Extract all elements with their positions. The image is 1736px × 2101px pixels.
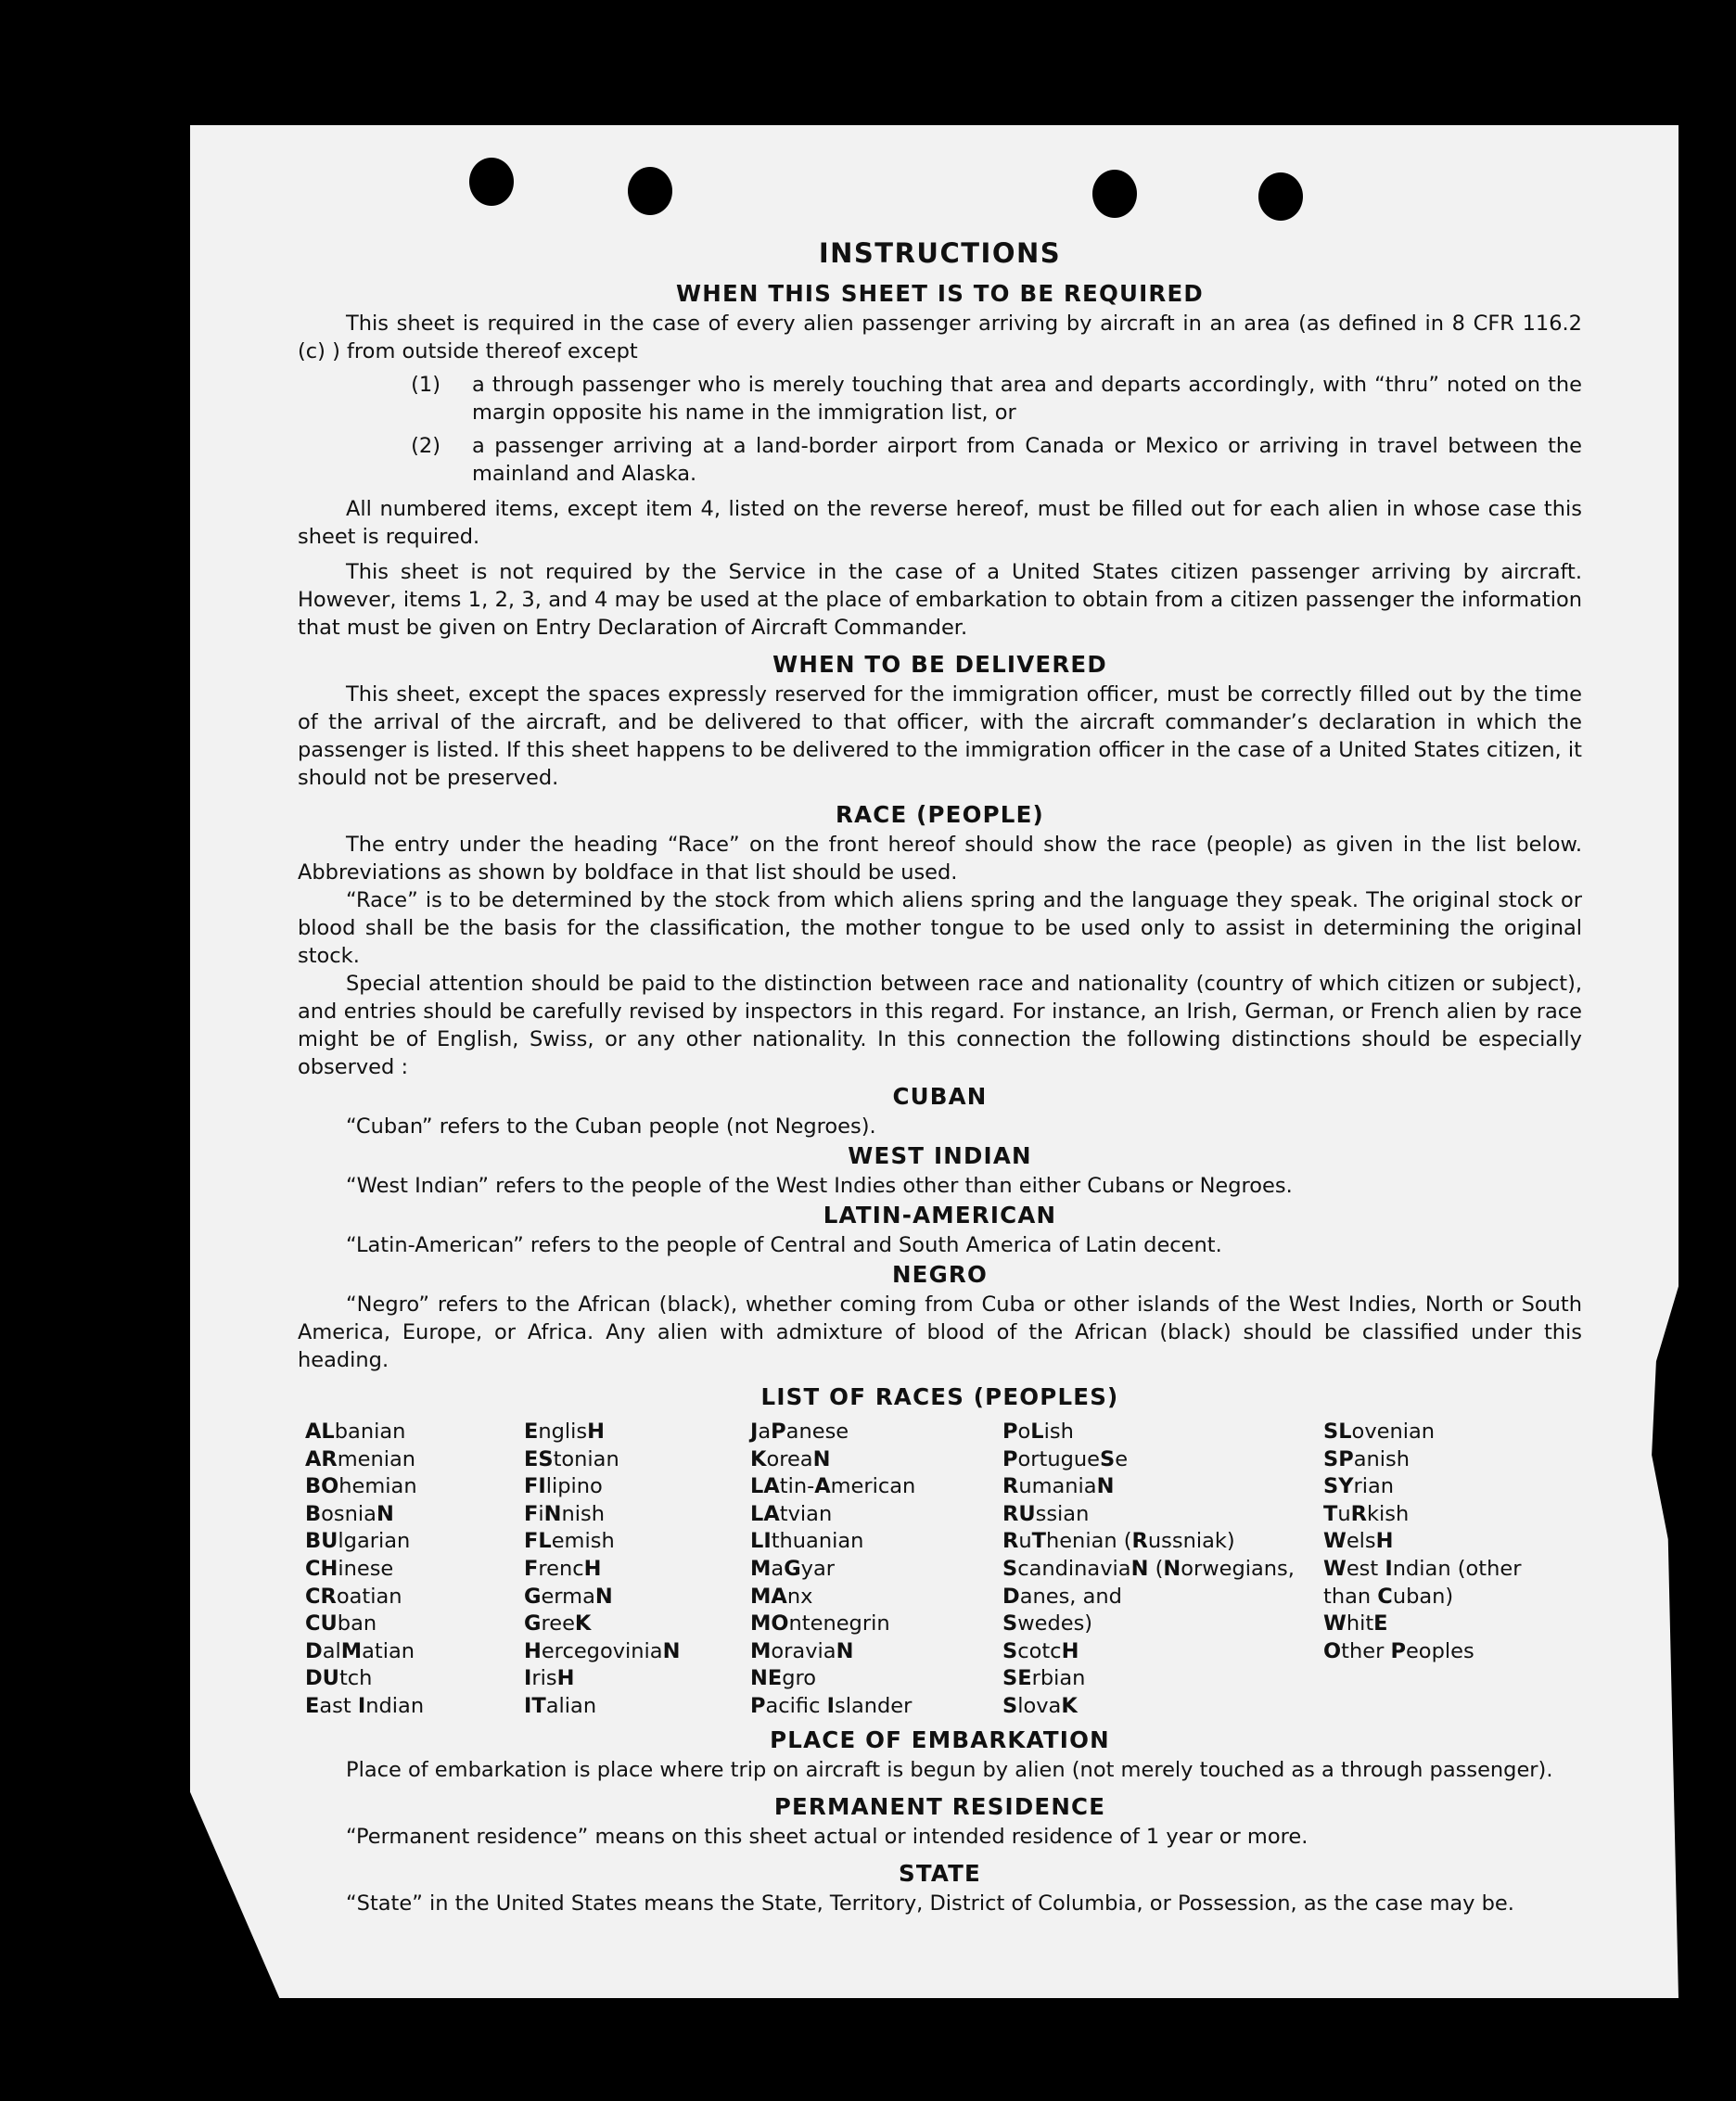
race-entry: JaPanese xyxy=(750,1420,849,1444)
race-entry: GermaN xyxy=(524,1584,613,1609)
section-heading: WHEN TO BE DELIVERED xyxy=(772,651,1107,678)
race-entry: ScandinaviaN (Norwegians, xyxy=(1002,1556,1295,1581)
list-item xyxy=(298,432,1582,488)
race-entry: CUban xyxy=(305,1611,377,1636)
race-column xyxy=(305,1419,524,1721)
race-entry: RumaniaN xyxy=(1002,1474,1115,1499)
item-number: (1) xyxy=(411,373,440,397)
race-entry: PoLish xyxy=(1002,1420,1074,1444)
section-heading: WEST INDIAN xyxy=(848,1142,1032,1169)
race-entry: BUlgarian xyxy=(305,1529,411,1554)
race-entry: WhitE xyxy=(1323,1611,1388,1636)
race-entry: ALbanian xyxy=(305,1420,406,1444)
paragraph: “Permanent residence” means on this sheet actual or intended residence of 1 year or more. xyxy=(346,1824,1308,1849)
race-entry: DUtch xyxy=(305,1666,373,1691)
item-text: a through passenger who is merely touching that area and departs accordingly, with “thru” noted on the margin opposite his name in the immigration list, or xyxy=(472,373,1582,425)
punch-hole xyxy=(1258,172,1303,221)
race-entry: SLovenian xyxy=(1323,1420,1436,1444)
race-entry: ARmenian xyxy=(305,1446,416,1471)
race-entry: MaGyar xyxy=(750,1556,836,1581)
race-entry: RUssian xyxy=(1002,1501,1090,1526)
race-entry: BOhemian xyxy=(305,1474,417,1499)
section-heading: CUBAN xyxy=(892,1083,988,1110)
race-entry: FIlipino xyxy=(524,1474,603,1499)
instructions-content xyxy=(298,239,1582,1917)
race-column xyxy=(1002,1419,1323,1721)
race-entry: LAtin-American xyxy=(750,1474,916,1499)
race-entry: SErbian xyxy=(1002,1666,1086,1691)
race-entry: DalMatian xyxy=(305,1638,415,1663)
race-entry: Swedes) xyxy=(1002,1611,1093,1636)
race-entry: FrencH xyxy=(524,1556,602,1581)
paragraph: Special attention should be paid to the distinction between race and nationality (country of which citizen or subject), and entries should be carefully revised by inspectors in this regard. For instance, an Irish, German, or French alien by race might be of English, Swiss, or any other nationality. In this connection the following distinctions should be especially observed : xyxy=(298,972,1582,1079)
race-entry: PortugueSe xyxy=(1002,1446,1129,1471)
paragraph: “Race” is to be determined by the stock from which aliens spring and the language they speak. The original stock or blood shall be the basis for the classification, the mother tongue to be used only to assist in determining the original stock. xyxy=(298,888,1582,968)
race-list xyxy=(305,1419,1582,1721)
item-text: a passenger arriving at a land-border airport from Canada or Mexico or arriving in travel between the mainland and Alaska. xyxy=(472,434,1582,486)
race-entry: FiNnish xyxy=(524,1501,605,1526)
punch-hole xyxy=(628,167,672,215)
paragraph: All numbered items, except item 4, listed on the reverse hereof, must be filled out for each alien in whose case this sheet is required. xyxy=(298,497,1582,549)
race-entry: HercegoviniaN xyxy=(524,1638,681,1663)
paragraph: “Cuban” refers to the Cuban people (not Negroes). xyxy=(346,1114,876,1139)
race-entry: EStonian xyxy=(524,1446,619,1471)
paragraph: This sheet is not required by the Service in the case of a United States citizen passenger arriving by aircraft. However, items 1, 2, 3, and 4 may be used at the place of embarkation to obtain from a citizen passenger the information that must be given on Entry Declaration of Aircraft Commander. xyxy=(298,560,1582,640)
section-heading: WHEN THIS SHEET IS TO BE REQUIRED xyxy=(676,280,1204,307)
race-entry: West Indian (other xyxy=(1323,1556,1522,1581)
race-entry: MoraviaN xyxy=(750,1638,854,1663)
page-title: INSTRUCTIONS xyxy=(818,237,1062,269)
race-entry: LAtvian xyxy=(750,1501,833,1526)
race-column xyxy=(750,1419,1002,1721)
race-entry: MAnx xyxy=(750,1584,813,1609)
race-entry: Other Peoples xyxy=(1323,1638,1474,1663)
list-item xyxy=(298,371,1582,427)
paragraph: This sheet, except the spaces expressly reserved for the immigration officer, must be correctly filled out by the time of the arrival of the aircraft, and be delivered to that officer, with the aircraft commander’s declaration in which the passenger is listed. If this sheet happens to be delivered to the immigration officer in the case of a United States citizen, it should not be preserved. xyxy=(298,682,1582,790)
paragraph: This sheet is required in the case of every alien passenger arriving by aircraft in an area (as defined in 8 CFR 116.2 (c) ) from outside thereof except xyxy=(298,312,1582,363)
race-entry: CHinese xyxy=(305,1556,394,1581)
section-heading: LATIN-AMERICAN xyxy=(823,1202,1057,1229)
section-heading: PLACE OF EMBARKATION xyxy=(770,1725,1110,1753)
section-heading: NEGRO xyxy=(891,1261,989,1288)
race-entry: BosniaN xyxy=(305,1501,394,1526)
race-entry: RuThenian (Russniak) xyxy=(1002,1529,1235,1554)
race-entry: SYrian xyxy=(1323,1474,1395,1499)
race-entry: NEgro xyxy=(750,1666,817,1691)
race-entry: CRoatian xyxy=(305,1584,402,1609)
race-entry: Danes, and xyxy=(1002,1584,1122,1609)
race-entry: East Indian xyxy=(305,1693,425,1718)
paragraph: “West Indian” refers to the people of the West Indies other than either Cubans or Negroes. xyxy=(346,1174,1293,1198)
race-column xyxy=(1323,1419,1574,1721)
paragraph: “State” in the United States means the State, Territory, District of Columbia, or Possession, as the case may be. xyxy=(346,1891,1514,1916)
item-number: (2) xyxy=(411,434,440,458)
section-heading: LIST OF RACES (PEOPLES) xyxy=(760,1383,1119,1410)
race-entry: KoreaN xyxy=(750,1446,831,1471)
race-entry: SlovaK xyxy=(1002,1693,1078,1718)
race-entry: EnglisH xyxy=(524,1420,605,1444)
punch-hole xyxy=(1092,170,1137,218)
section-heading: PERMANENT RESIDENCE xyxy=(773,1792,1106,1820)
race-entry: Pacific Islander xyxy=(750,1693,913,1718)
race-entry: IrisH xyxy=(524,1666,575,1691)
race-entry: MOntenegrin xyxy=(750,1611,890,1636)
paragraph: “Latin-American” refers to the people of Central and South America of Latin decent. xyxy=(346,1233,1222,1257)
paragraph: The entry under the heading “Race” on the front hereof should show the race (people) as given in the list below. Abbreviations as shown by boldface in that list should be used. xyxy=(298,833,1582,885)
race-entry: ScotcH xyxy=(1002,1638,1079,1663)
race-entry: ITalian xyxy=(524,1693,597,1718)
race-entry: SPanish xyxy=(1323,1446,1410,1471)
paragraph: Place of embarkation is place where trip on aircraft is begun by alien (not merely touched as a through passenger). xyxy=(346,1757,1553,1782)
race-entry: GreeK xyxy=(524,1611,592,1636)
paragraph: “Negro” refers to the African (black), whether coming from Cuba or other islands of the West Indies, North or South America, Europe, or Africa. Any alien with admixture of blood of the African (black) should be classified under this heading. xyxy=(298,1292,1582,1372)
race-entry: WelsH xyxy=(1323,1529,1394,1554)
race-entry: TuRkish xyxy=(1323,1501,1410,1526)
race-column xyxy=(524,1419,750,1721)
race-entry: FLemish xyxy=(524,1529,615,1554)
section-heading: STATE xyxy=(899,1859,981,1887)
race-entry: than Cuban) xyxy=(1323,1584,1454,1609)
punch-hole xyxy=(469,158,514,206)
race-entry: LIthuanian xyxy=(750,1529,864,1554)
section-heading: RACE (PEOPLE) xyxy=(836,801,1044,828)
